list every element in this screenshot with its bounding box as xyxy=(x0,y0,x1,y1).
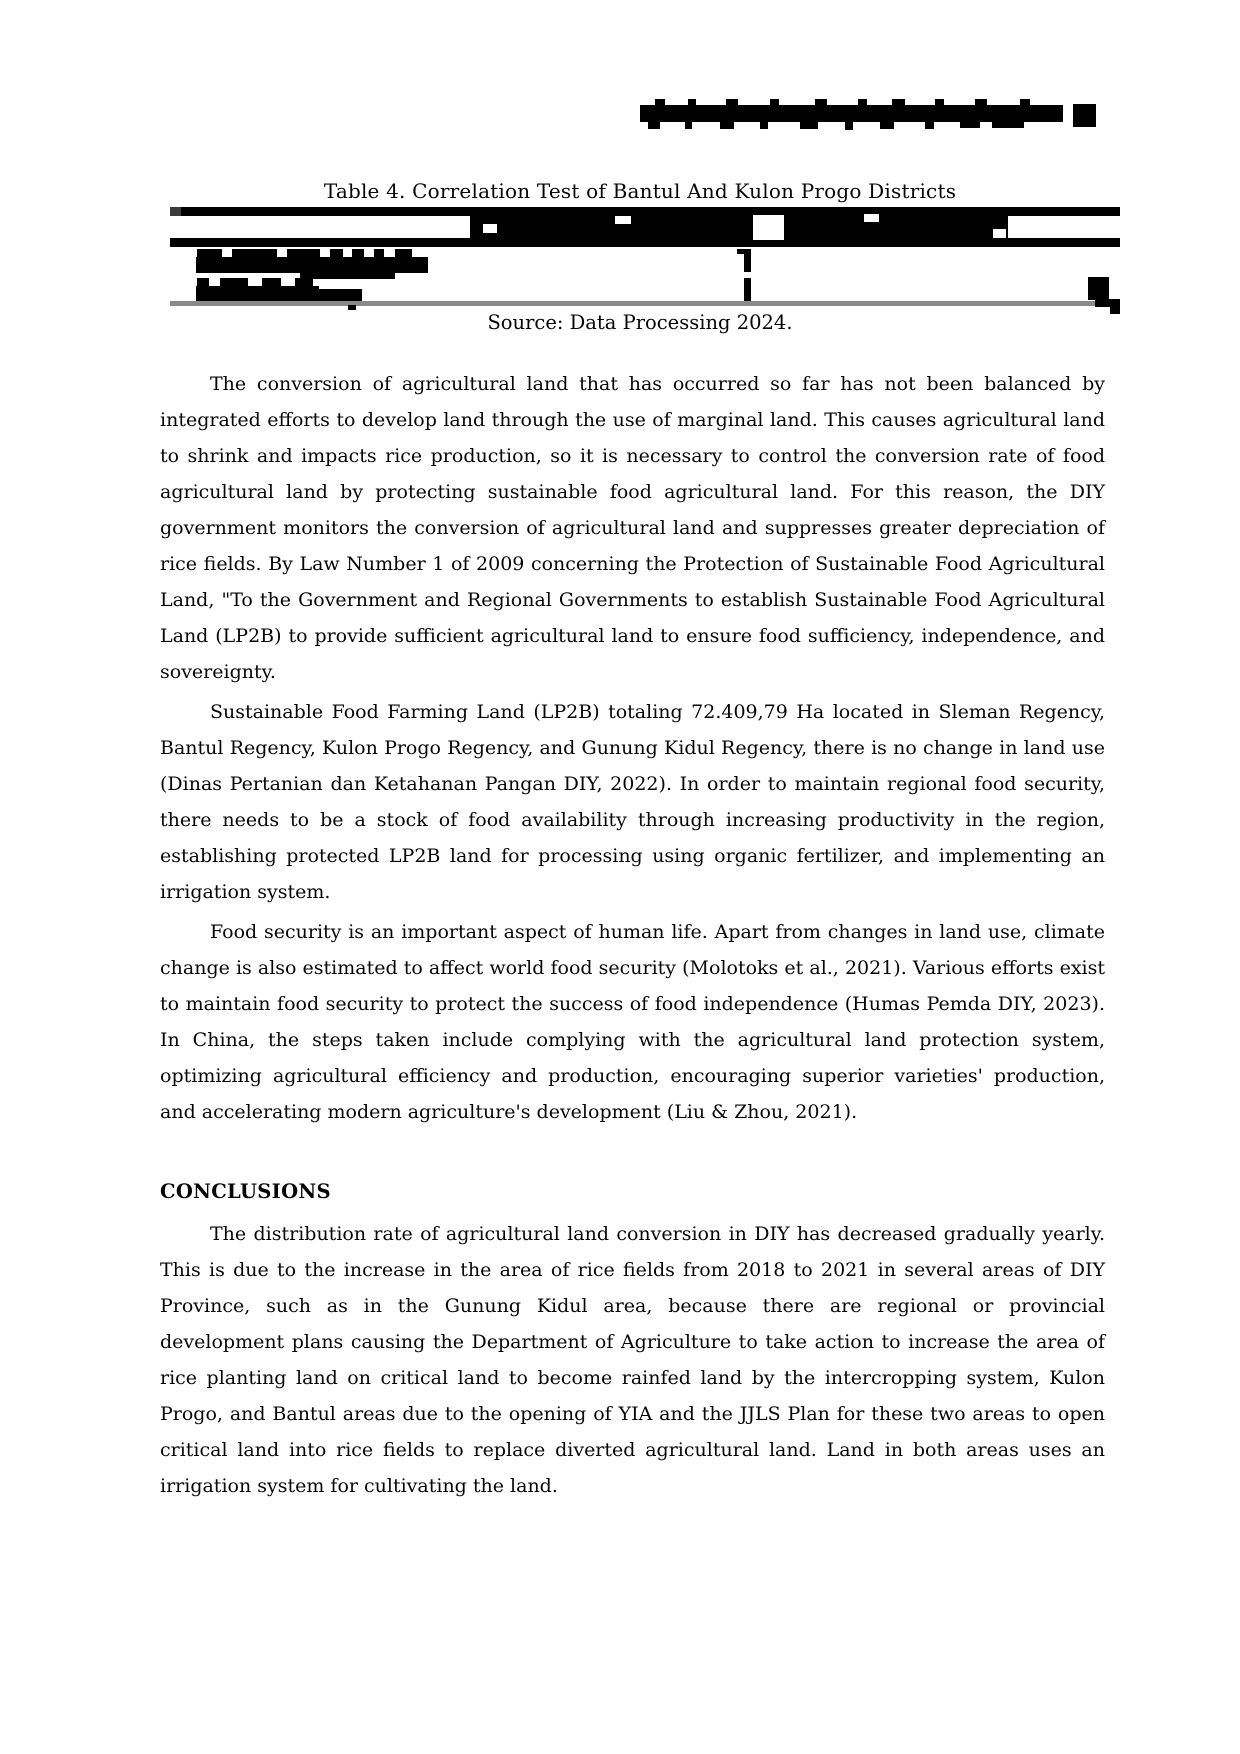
table-title: Table 4. Correlation Test of Bantul And Kulon Progo Districts xyxy=(323,179,957,203)
paragraph-food-security: Food security is an important aspect of human life. Apart from changes in land use, climate change is also estimated to affect world food security (Molotoks et al., 2021). Various efforts exist to maintain food security to protect the success of food independence (Humas Pemda DIY, 2023). In China, the steps taken include complying with the agricultural land protection system, optimizing agricultural efficiency and production, encouraging superior varieties' production, and accelerating modern agriculture's development (Liu & Zhou, 2021). xyxy=(160,921,1105,1123)
paragraph-conclusions: The distribution rate of agricultural land conversion in DIY has decreased gradually yearly. This is due to the increase in the area of rice fields from 2018 to 2021 in several areas of DIY Province, such as in the Gunung Kidul area, because there are regional or provincial development plans causing the Department of Agriculture to take action to increase the area of rice planting land on critical land to become rainfed land by the intercropping system, Kulon Progo, and Bantul areas due to the opening of YIA and the JJLS Plan for these two areas to open critical land into rice fields to replace diverted agricultural land. Land in both areas uses an irrigation system for cultivating the land. xyxy=(160,1223,1105,1497)
redacted-table xyxy=(160,202,1120,318)
paragraph-lp2b: Sustainable Food Farming Land (LP2B) totaling 72.409,79 Ha located in Sleman Regency, Bantul Regency, Kulon Progo Regency, and Gunung Kidul Regency, there is no change in land use (Dinas Pertanian dan Ketahanan Pangan DIY, 2022). In order to maintain regional food security, there needs to be a stock of food availability through increasing productivity in the region, establishing protected LP2B land for processing using organic fertilizer, and implementing an irrigation system. xyxy=(160,701,1105,903)
conclusions-heading: CONCLUSIONS xyxy=(160,1180,331,1203)
body-text xyxy=(160,366,1105,1508)
paragraph-conversion: The conversion of agricultural land that has occurred so far has not been balanced by integrated efforts to develop land through the use of marginal land. This causes agricultural land to shrink and impacts rice production, so it is necessary to control the conversion rate of food agricultural land by protecting sustainable food agricultural land. For this reason, the DIY government monitors the conversion of agricultural land and suppresses greater depreciation of rice fields. By Law Number 1 of 2009 concerning the Protection of Sustainable Food Agricultural Land, "To the Government and Regional Governments to establish Sustainable Food Agricultural Land (LP2B) to provide sufficient agricultural land to ensure food sufficiency, independence, and sovereignty. xyxy=(160,373,1105,683)
table-source-caption: Source: Data Processing 2024. xyxy=(487,311,793,334)
redacted-running-header xyxy=(630,95,1110,135)
